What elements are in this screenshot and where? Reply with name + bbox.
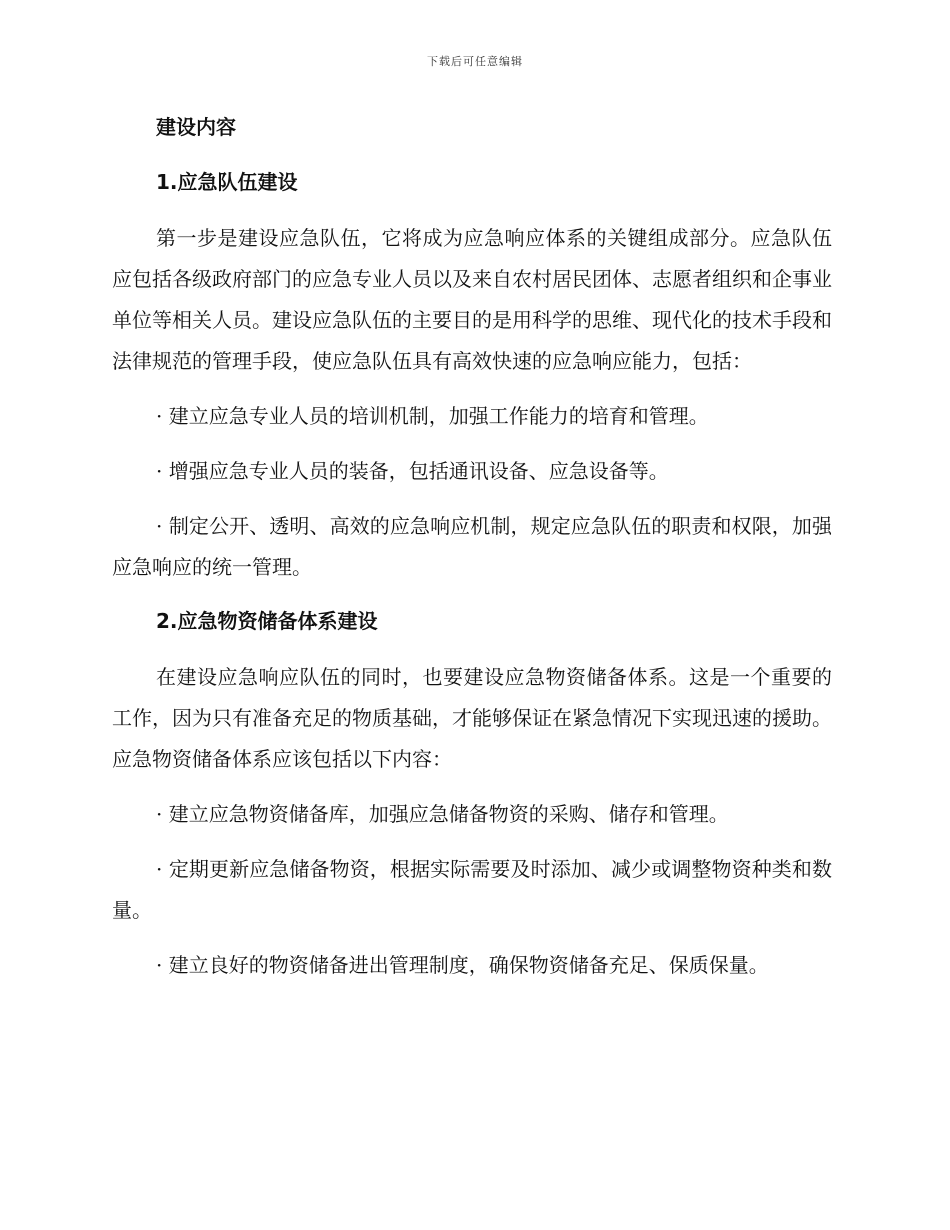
page-header-note: 下载后可任意编辑 bbox=[427, 55, 523, 68]
bullet-item: · 增强应急专业人员的装备，包括通讯设备、应急设备等。 bbox=[156, 459, 669, 483]
bullet-item: · 建立良好的物资储备进出管理制度，确保物资储备充足、保质保量。 bbox=[156, 953, 769, 977]
bullet-item: · 定期更新应急储备物资，根据实际需要及时添加、减少或调整物资种类和数量。 bbox=[112, 857, 832, 922]
section-heading: 2.应急物资储备体系建设 bbox=[156, 609, 378, 633]
section-heading: 1.应急队伍建设 bbox=[156, 170, 298, 194]
bullet-item: · 建立应急物资储备库，加强应急储备物资的采购、储存和管理。 bbox=[156, 802, 729, 826]
section-heading: 建设内容 bbox=[156, 115, 236, 139]
document-body bbox=[112, 108, 832, 1000]
paragraph: 在建设应急响应队伍的同时，也要建设应急物资储备体系。这是一个重要的工作，因为只有准备充足的物质基础，才能够保证在紧急情况下实现迅速的援助。应急物资储备体系应该包括以下内容： bbox=[112, 665, 832, 771]
paragraph: 第一步是建设应急队伍，它将成为应急响应体系的关键组成部分。应急队伍应包括各级政府部门的应急专业人员以及来自农村居民团体、志愿者组织和企事业单位等相关人员。建设应急队伍的主要目的是用科学的思维、现代化的技术手段和法律规范的管理手段，使应急队伍具有高效快速的应急响应能力，包括： bbox=[112, 226, 832, 373]
bullet-item: · 建立应急专业人员的培训机制，加强工作能力的培育和管理。 bbox=[156, 404, 709, 428]
bullet-item: · 制定公开、透明、高效的应急响应机制，规定应急队伍的职责和权限，加强应急响应的统一管理。 bbox=[112, 514, 832, 579]
